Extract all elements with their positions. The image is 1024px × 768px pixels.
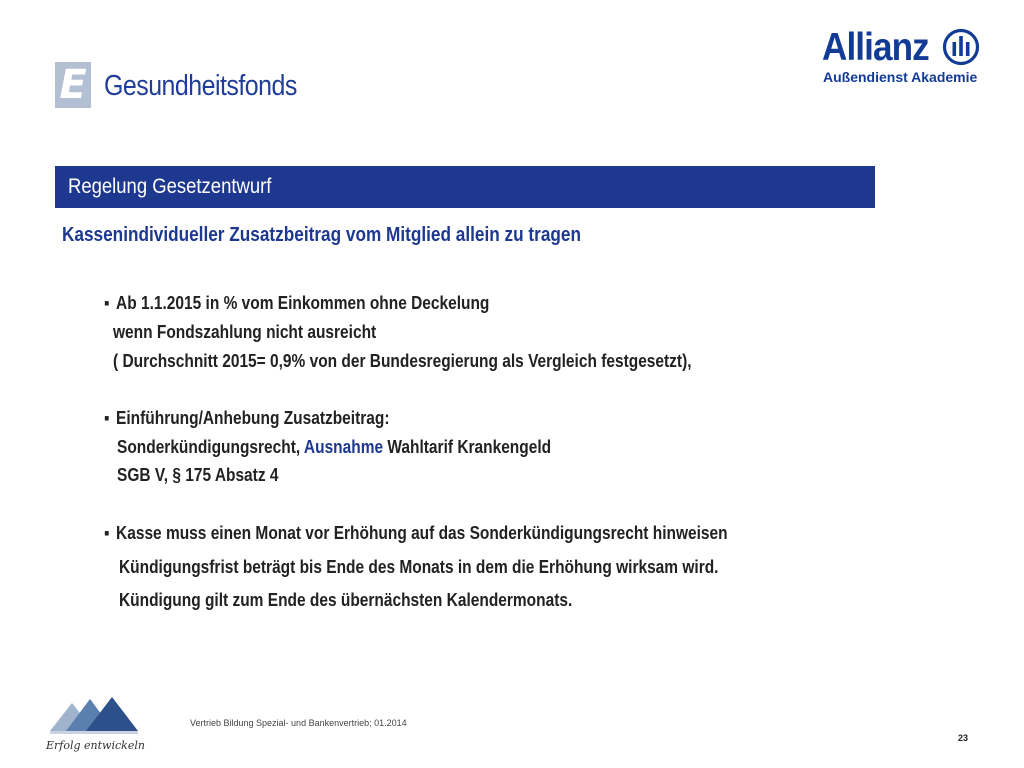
bullet-3-line-1: ▪ Kasse muss einen Monat vor Erhöhung auf das Sonderkündigungsrecht hinweisen bbox=[104, 523, 728, 543]
lead-statement: Kassenindividueller Zusatzbeitrag vom Mitglied allein zu tragen bbox=[62, 224, 581, 246]
footer-mountain-logo bbox=[42, 693, 154, 755]
bullet-2-line-1: ▪ Einführung/Anhebung Zusatzbeitrag: bbox=[104, 408, 390, 428]
allianz-eagle-icon bbox=[942, 28, 980, 66]
footer-text: Vertrieb Bildung Spezial- und Bankenvertrieb; 01.2014 bbox=[190, 718, 407, 728]
page-number: 23 bbox=[958, 733, 969, 743]
logo-subtitle: Außendienst Akademie bbox=[823, 69, 978, 85]
svg-text:Erfolg entwickeln: Erfolg entwickeln bbox=[46, 739, 145, 752]
bullet-1-line-3: ( Durchschnitt 2015= 0,9% von der Bundesregierung als Vergleich festgesetzt), bbox=[113, 351, 692, 371]
bullet-2-line-2: Sonderkündigungsrecht, Ausnahme Wahltarif Krankengeld bbox=[117, 437, 552, 457]
slide-title: Gesundheitsfonds bbox=[104, 70, 297, 102]
bullet-3-line-3: Kündigung gilt zum Ende des übernächsten Kalendermonats. bbox=[119, 590, 573, 610]
section-banner bbox=[55, 166, 875, 208]
allianz-logo bbox=[822, 28, 982, 90]
square-bullet-icon: ▪ bbox=[104, 293, 110, 313]
bullet-1-line-2: wenn Fondszahlung nicht ausreicht bbox=[113, 322, 377, 342]
section-letter: E bbox=[59, 62, 87, 108]
logo-wordmark: Allianz bbox=[822, 26, 929, 69]
highlight-ausnahme: Ausnahme bbox=[303, 437, 384, 457]
section-marker bbox=[55, 62, 91, 108]
bullet-1-line-1: ▪ Ab 1.1.2015 in % vom Einkommen ohne Deckelung bbox=[104, 293, 490, 313]
square-bullet-icon: ▪ bbox=[104, 523, 110, 543]
bullet-3-line-2: Kündigungsfrist beträgt bis Ende des Monats in dem die Erhöhung wirksam wird. bbox=[119, 557, 719, 577]
bullet-2-line-3: SGB V, § 175 Absatz 4 bbox=[117, 465, 279, 485]
banner-label: Regelung Gesetzentwurf bbox=[68, 175, 272, 198]
square-bullet-icon: ▪ bbox=[104, 408, 110, 428]
